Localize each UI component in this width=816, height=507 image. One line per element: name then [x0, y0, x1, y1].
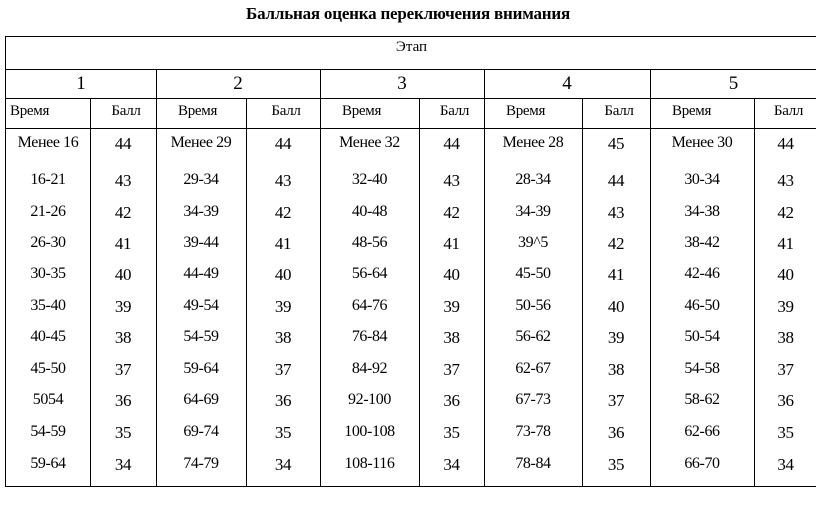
- score-cell: 35: [443, 423, 460, 442]
- time-cell: 58-62: [684, 391, 720, 408]
- time-cell: 44-49: [183, 265, 219, 282]
- time-cell: 56-64: [351, 265, 388, 282]
- stage-number: 4: [562, 73, 572, 94]
- score-cell: 43: [607, 203, 625, 222]
- time-cell: 73-78: [515, 423, 551, 440]
- time-cell: 62-66: [684, 423, 720, 440]
- time-cell: 84-92: [351, 360, 388, 377]
- score-cell: 38: [607, 360, 625, 379]
- time-cell: 35-40: [30, 297, 66, 314]
- time-cell: Менее 32: [339, 134, 400, 151]
- time-cell: 49-54: [183, 297, 219, 314]
- score-cell: 37: [443, 360, 460, 379]
- score-cell: 36: [114, 391, 132, 410]
- score-cell: 40: [443, 265, 460, 284]
- time-cell: 16-21: [30, 171, 66, 188]
- score-cell: 44: [777, 134, 794, 153]
- score-cell: 42: [607, 234, 625, 253]
- score-cell: 38: [114, 328, 132, 347]
- time-cell: 62-67: [515, 360, 551, 377]
- score-cell: 41: [114, 234, 132, 253]
- stage-number: 3: [397, 73, 407, 94]
- time-cell: 59-64: [30, 455, 66, 472]
- score-cell: 37: [114, 360, 132, 379]
- time-cell: 64-76: [351, 297, 388, 314]
- time-cell: 34-39: [515, 203, 551, 220]
- column-header-score: Балл: [111, 103, 141, 119]
- score-cell: 42: [777, 203, 794, 222]
- time-cell: 54-59: [30, 423, 66, 440]
- score-cell: 39: [443, 297, 460, 316]
- column-header-time: Время: [178, 103, 218, 119]
- time-cell: 34-38: [684, 203, 720, 220]
- time-cell: 56-62: [515, 328, 551, 345]
- score-cell: 36: [777, 391, 794, 410]
- time-cell: Менее 30: [671, 134, 733, 151]
- score-cell: 43: [114, 171, 132, 190]
- time-cell: 28-34: [515, 171, 551, 188]
- score-cell: 41: [777, 234, 794, 253]
- column-header-score: Балл: [604, 103, 634, 119]
- score-cell: 39: [607, 328, 625, 347]
- score-cell: 43: [777, 171, 794, 190]
- score-cell: 44: [274, 134, 292, 153]
- time-cell: 40-45: [30, 328, 66, 345]
- time-cell: 45-50: [515, 265, 551, 282]
- table-rule: [6, 98, 816, 99]
- score-cell: 40: [607, 297, 625, 316]
- column-header-score: Балл: [271, 103, 301, 119]
- score-cell: 35: [114, 423, 132, 442]
- stage-number: 2: [233, 73, 243, 94]
- score-cell: 35: [274, 423, 292, 442]
- score-cell: 34: [777, 455, 794, 474]
- score-cell: 34: [114, 455, 132, 474]
- score-cell: 35: [607, 455, 625, 474]
- time-cell: 92-100: [348, 391, 391, 408]
- time-cell: 76-84: [351, 328, 388, 345]
- score-cell: 36: [274, 391, 292, 410]
- score-cell: 40: [274, 265, 292, 284]
- time-cell: 29-34: [183, 171, 219, 188]
- time-cell: 26-30: [30, 234, 66, 251]
- time-cell: Менее 28: [502, 134, 564, 151]
- score-cell: 42: [443, 203, 460, 222]
- time-cell: 64-69: [183, 391, 219, 408]
- table-rule: [6, 69, 816, 70]
- score-cell: 43: [443, 171, 460, 190]
- score-cell: 38: [443, 328, 460, 347]
- score-cell: 34: [443, 455, 460, 474]
- time-cell: 32-40: [351, 171, 388, 188]
- stage-header: Этап: [395, 39, 428, 55]
- column-header-time: Время: [672, 103, 712, 119]
- time-cell: 30-35: [30, 265, 66, 282]
- score-cell: 40: [777, 265, 794, 284]
- column-header-time: Время: [10, 103, 50, 119]
- time-cell: 50-56: [515, 297, 551, 314]
- score-cell: 39: [777, 297, 794, 316]
- score-cell: 43: [274, 171, 292, 190]
- table-rule: [6, 128, 816, 129]
- time-cell: 38-42: [684, 234, 720, 251]
- column-header-time: Время: [506, 103, 546, 119]
- time-cell: 30-34: [684, 171, 720, 188]
- time-cell: 40-48: [351, 203, 388, 220]
- score-cell: 41: [443, 234, 460, 253]
- time-cell: 67-73: [515, 391, 551, 408]
- time-cell: 34-39: [183, 203, 219, 220]
- time-cell: 50-54: [684, 328, 720, 345]
- score-cell: 34: [274, 455, 292, 474]
- column-header-score: Балл: [439, 103, 470, 119]
- score-cell: 42: [274, 203, 292, 222]
- time-cell: 48-56: [351, 234, 388, 251]
- page-title: Балльная оценка переключения внимания: [246, 4, 570, 23]
- time-cell: 39-44: [183, 234, 219, 251]
- score-cell: 44: [607, 171, 625, 190]
- time-cell: 54-59: [183, 328, 219, 345]
- time-cell: 59-64: [183, 360, 219, 377]
- time-cell: 21-26: [30, 203, 66, 220]
- score-cell: 45: [607, 134, 625, 153]
- score-cell: 36: [443, 391, 460, 410]
- time-cell: 42-46: [684, 265, 720, 282]
- score-cell: 38: [274, 328, 292, 347]
- score-cell: 44: [114, 134, 132, 153]
- time-cell: 5054: [32, 391, 64, 408]
- score-cell: 37: [274, 360, 292, 379]
- column-header-score: Балл: [773, 103, 804, 119]
- time-cell: 108-116: [344, 455, 395, 472]
- score-cell: 36: [607, 423, 625, 442]
- score-cell: 40: [114, 265, 132, 284]
- time-cell: 74-79: [183, 455, 219, 472]
- score-cell: 37: [777, 360, 794, 379]
- score-cell: 35: [777, 423, 794, 442]
- score-cell: 37: [607, 391, 625, 410]
- time-cell: 46-50: [684, 297, 720, 314]
- score-table: [5, 36, 816, 487]
- score-cell: 39: [114, 297, 132, 316]
- column-header-time: Время: [342, 103, 382, 119]
- stage-number: 1: [76, 73, 86, 94]
- time-cell: 39^5: [518, 234, 548, 251]
- time-cell: 78-84: [515, 455, 551, 472]
- time-cell: Менее 16: [17, 134, 79, 151]
- time-cell: 100-108: [344, 423, 395, 440]
- score-cell: 42: [114, 203, 132, 222]
- score-cell: 41: [274, 234, 292, 253]
- time-cell: 54-58: [684, 360, 720, 377]
- score-cell: 41: [607, 265, 625, 284]
- time-cell: 69-74: [183, 423, 219, 440]
- time-cell: 45-50: [30, 360, 66, 377]
- score-cell: 38: [777, 328, 794, 347]
- time-cell: Менее 29: [170, 134, 232, 151]
- score-cell: 44: [443, 134, 460, 153]
- time-cell: 66-70: [684, 455, 720, 472]
- score-cell: 39: [274, 297, 292, 316]
- stage-number: 5: [728, 73, 739, 94]
